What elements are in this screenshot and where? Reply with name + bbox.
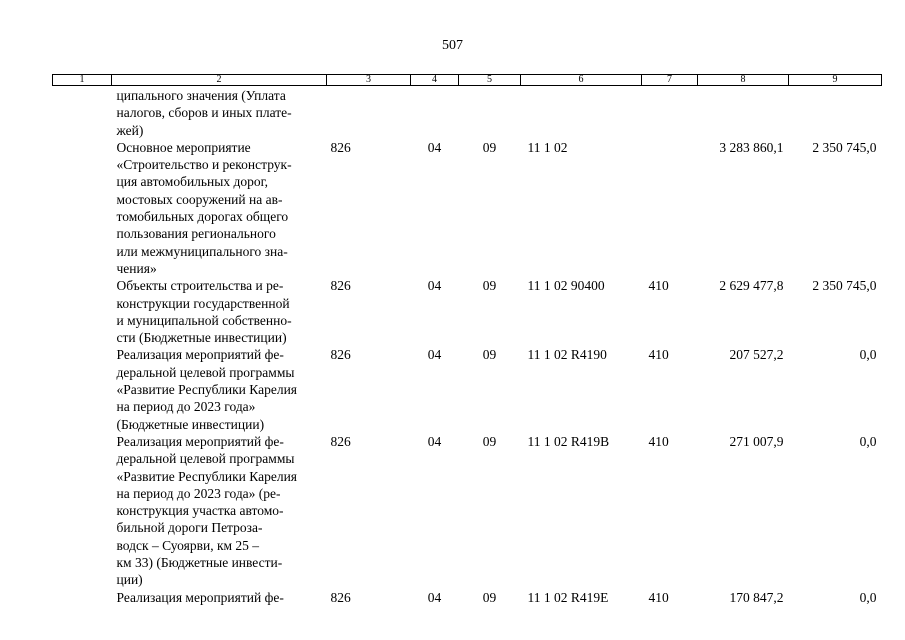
subsection-code-cell: 09 bbox=[482, 278, 497, 294]
item-name-line: пользования регионального bbox=[116, 226, 276, 242]
column-header-8: 8 bbox=[698, 75, 789, 86]
ministry-code-cell bbox=[327, 86, 411, 139]
page-number: 507 bbox=[442, 38, 463, 53]
item-name-line: ция автомобильных дорог, bbox=[116, 174, 268, 190]
amount-col-9-cell: 2 350 745,0 bbox=[812, 139, 877, 155]
table-row bbox=[53, 139, 882, 277]
column-header-5: 5 bbox=[459, 75, 521, 86]
item-name-line: чения» bbox=[116, 260, 157, 276]
item-name-line: конструкции государственной bbox=[116, 295, 290, 311]
item-name-line: ципального значения (Уплата bbox=[116, 88, 286, 103]
item-name-line: Объекты строительства и ре- bbox=[116, 278, 284, 294]
item-name-line: на период до 2023 года» (ре- bbox=[116, 485, 281, 501]
section-code-cell bbox=[411, 86, 459, 139]
amount-col-9-cell bbox=[789, 86, 882, 139]
item-name-line: сти (Бюджетные инвестиции) bbox=[116, 330, 287, 346]
item-name-cell bbox=[112, 346, 327, 432]
amount-col-8-cell: 207 527,2 bbox=[729, 347, 784, 363]
amount-col-8-cell: 2 629 477,8 bbox=[719, 278, 784, 294]
expense-type-cell: 410 bbox=[648, 433, 669, 449]
item-name-line: (Бюджетные инвестиции) bbox=[116, 416, 265, 432]
target-article-cell: 11 1 02 R419Е bbox=[527, 589, 609, 605]
item-name-line: и муниципальной собственно- bbox=[116, 312, 292, 328]
expense-type-cell bbox=[642, 86, 698, 139]
item-name-line: Реализация мероприятий фе- bbox=[116, 589, 284, 605]
expense-type-cell bbox=[642, 139, 698, 277]
cell-col-1 bbox=[53, 277, 112, 346]
item-name-line: деральной целевой программы bbox=[116, 364, 295, 380]
item-name-line: «Строительство и реконструк- bbox=[116, 157, 292, 173]
cell-col-1 bbox=[53, 589, 112, 606]
section-code-cell: 04 bbox=[427, 139, 442, 155]
section-code-cell: 04 bbox=[427, 433, 442, 449]
target-article-cell: 11 1 02 90400 bbox=[527, 278, 605, 294]
cell-col-1 bbox=[53, 346, 112, 432]
item-name-line: или межмуниципального зна- bbox=[116, 243, 288, 259]
table-body bbox=[53, 86, 882, 606]
item-name-cell bbox=[112, 139, 327, 277]
amount-col-9-cell: 0,0 bbox=[859, 589, 877, 605]
table-row bbox=[53, 433, 882, 589]
item-name-line: бильной дороги Петроза- bbox=[116, 520, 263, 536]
item-name-line: «Развитие Республики Карелия bbox=[116, 382, 298, 398]
item-name-line: км 33) (Бюджетные инвести- bbox=[116, 555, 283, 571]
table-row bbox=[53, 86, 882, 139]
item-name-line: Реализация мероприятий фе- bbox=[116, 433, 284, 449]
target-article-cell: 11 1 02 R4190 bbox=[527, 347, 607, 363]
subsection-code-cell: 09 bbox=[482, 139, 497, 155]
amount-col-9-cell: 2 350 745,0 bbox=[812, 278, 877, 294]
item-name-line: Реализация мероприятий фе- bbox=[116, 347, 284, 363]
subsection-code-cell bbox=[459, 86, 521, 139]
amount-col-8-cell: 3 283 860,1 bbox=[719, 139, 784, 155]
table-row bbox=[53, 589, 882, 606]
cell-col-1 bbox=[53, 433, 112, 589]
amount-col-9-cell: 0,0 bbox=[859, 347, 877, 363]
column-header-3: 3 bbox=[327, 75, 411, 86]
item-name-cell bbox=[112, 277, 327, 346]
item-name-line: налогов, сборов и иных плате- bbox=[116, 105, 292, 121]
item-name-line: деральной целевой программы bbox=[116, 451, 295, 467]
ministry-code-cell: 826 bbox=[330, 433, 351, 449]
column-header-1: 1 bbox=[53, 75, 112, 86]
ministry-code-cell: 826 bbox=[330, 139, 351, 155]
ministry-code-cell: 826 bbox=[330, 278, 351, 294]
subsection-code-cell: 09 bbox=[482, 347, 497, 363]
cell-col-1 bbox=[53, 86, 112, 139]
subsection-code-cell: 09 bbox=[482, 433, 497, 449]
item-name-line: на период до 2023 года» bbox=[116, 399, 256, 415]
section-code-cell: 04 bbox=[427, 347, 442, 363]
column-number-row bbox=[53, 75, 882, 86]
item-name-line: ции) bbox=[116, 572, 143, 588]
column-header-7: 7 bbox=[642, 75, 698, 86]
ministry-code-cell: 826 bbox=[330, 589, 351, 605]
column-header-6: 6 bbox=[521, 75, 642, 86]
column-header-4: 4 bbox=[411, 75, 459, 86]
amount-col-8-cell: 271 007,9 bbox=[729, 433, 784, 449]
section-code-cell: 04 bbox=[427, 589, 442, 605]
budget-table bbox=[52, 74, 882, 606]
ministry-code-cell: 826 bbox=[330, 347, 351, 363]
target-article-cell: 11 1 02 R419В bbox=[527, 433, 610, 449]
amount-col-8-cell bbox=[698, 86, 789, 139]
target-article-cell: 11 1 02 bbox=[527, 139, 568, 155]
amount-col-9-cell: 0,0 bbox=[859, 433, 877, 449]
section-code-cell: 04 bbox=[427, 278, 442, 294]
expense-type-cell: 410 bbox=[648, 278, 669, 294]
column-header-9: 9 bbox=[789, 75, 882, 86]
item-name-line: мостовых сооружений на ав- bbox=[116, 191, 283, 207]
item-name-line: конструкция участка автомо- bbox=[116, 503, 284, 519]
item-name-line: «Развитие Республики Карелия bbox=[116, 468, 298, 484]
target-article-cell bbox=[521, 86, 642, 139]
item-name-line: Основное мероприятие bbox=[116, 139, 251, 155]
expense-type-cell: 410 bbox=[648, 589, 669, 605]
cell-col-1 bbox=[53, 139, 112, 277]
item-name-cell bbox=[112, 433, 327, 589]
expense-type-cell: 410 bbox=[648, 347, 669, 363]
table-row bbox=[53, 346, 882, 432]
table-row bbox=[53, 277, 882, 346]
item-name-cell bbox=[112, 86, 327, 139]
amount-col-8-cell: 170 847,2 bbox=[729, 589, 784, 605]
item-name-cell bbox=[112, 589, 327, 606]
subsection-code-cell: 09 bbox=[482, 589, 497, 605]
item-name-line: томобильных дорогах общего bbox=[116, 209, 289, 225]
item-name-line: водск – Суоярви, км 25 – bbox=[116, 537, 260, 553]
column-header-2: 2 bbox=[112, 75, 327, 86]
item-name-line: жей) bbox=[116, 122, 144, 138]
